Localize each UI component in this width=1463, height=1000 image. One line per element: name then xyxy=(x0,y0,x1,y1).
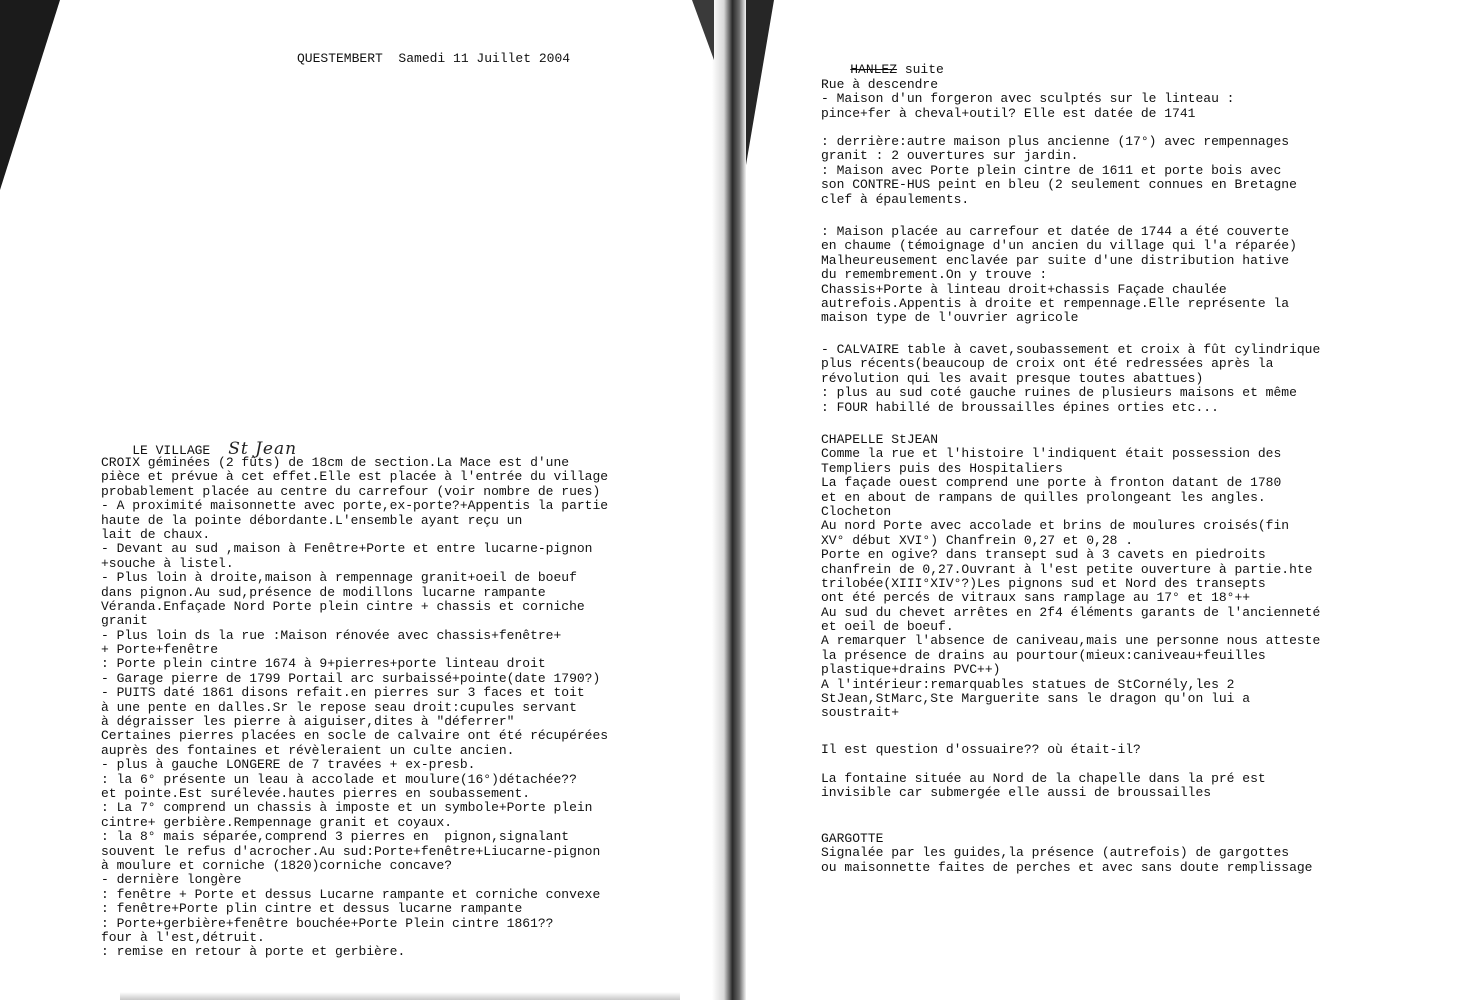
text-line: Clocheton xyxy=(821,503,892,519)
text-line: maison type de l'ouvrier agricole xyxy=(821,310,1079,326)
text-block-rue xyxy=(821,78,1234,121)
text-line: Comme la rue et l'histoire l'indiquent était possession des xyxy=(821,446,1282,462)
text-line: Templiers puis des Hospitaliers xyxy=(821,460,1063,476)
text-line: haute de la pointe débordante.L'ensemble ayant reçu un xyxy=(101,512,523,528)
text-line: granit xyxy=(101,613,148,629)
handwritten-note: St Jean xyxy=(228,439,298,459)
text-line: - dernière longère xyxy=(101,872,242,888)
text-line: et en about de rampans de quilles prolongeant les angles. xyxy=(821,489,1266,505)
text-line: à une pente en dalles.Sr le repose seau droit:cupules servant xyxy=(101,699,577,715)
page-bottom-edge xyxy=(120,992,680,1000)
text-line: dans pignon.Au sud,présence de modillons lucarne rampante xyxy=(101,584,546,600)
text-line: - Devant au sud ,maison à Fenêtre+Porte et entre lucarne-pignon xyxy=(101,541,593,557)
text-line: du remembrement.On y trouve : xyxy=(821,267,1048,283)
text-line: - Plus loin à droite,maison à rempennage granit+oeil de boeuf xyxy=(101,570,577,586)
text-line: chanfrein de 0,27.Ouvrant à l'est petite ouverture à partie.hte xyxy=(821,561,1313,577)
text-line: CHAPELLE StJEAN xyxy=(821,432,939,447)
text-line: plastique+drains PVC++) xyxy=(821,662,1001,678)
text-line: : la 8° mais séparée,comprend 3 pierres en pignon,signalant xyxy=(101,829,570,845)
text-line: : Maison avec Porte plein cintre de 1611 et porte bois avec xyxy=(821,162,1282,178)
text-line: trilobée(XIII°XIV°?)Les pignons sud et Nord des transepts xyxy=(821,575,1266,591)
text-line: : fenêtre+Porte plin cintre et dessus lucarne rampante xyxy=(101,901,523,917)
text-block-fontaine xyxy=(821,772,1266,801)
text-line: à dégraisser les pierre à aiguiser,dites à "déferrer" xyxy=(101,714,515,730)
text-line: probablement placée au centre du carrefour (voir nombre de rues) xyxy=(101,483,601,499)
scan-shadow-top-left xyxy=(0,0,60,190)
text-line: : plus au sud coté gauche ruines de plusieurs maisons et même xyxy=(821,385,1297,401)
text-line: Au sud du chevet arrêtes en 2f4 éléments garants de l'ancienneté xyxy=(821,604,1321,620)
text-line: Signalée par les guides,la présence (autrefois) de gargottes xyxy=(821,845,1290,861)
text-line: A l'intérieur:remarquables statues de StCornély,les 2 xyxy=(821,676,1235,692)
text-line: en chaume (témoignage d'un ancien du village qui l'a réparée) xyxy=(821,238,1297,254)
text-line: CROIX géminées (2 fûts) de 18cm de section.La Mace est d'une xyxy=(101,455,570,470)
text-block-maison-carrefour xyxy=(821,225,1297,326)
text-line: +souche à listel. xyxy=(101,555,234,571)
text-line: GARGOTTE xyxy=(821,831,884,846)
text-line: - Garage pierre de 1799 Portail arc surbaissé+pointe(date 1790?) xyxy=(101,670,601,686)
left-body-text xyxy=(101,456,608,960)
text-line: ou maisonnette faites de perches et avec sans doute remplissage xyxy=(821,859,1313,875)
text-line: révolution qui les avait presque toutes abattues) xyxy=(821,370,1204,386)
text-line: Rue à descendre xyxy=(821,77,939,92)
text-line: autrefois.Appentis à droite et rempennage.Elle représente la xyxy=(821,295,1290,311)
text-line: ont été percés de vitraux sans ramplage au 17° et 18°++ xyxy=(821,590,1251,606)
page-header-date: QUESTEMBERT Samedi 11 Juillet 2004 xyxy=(297,51,571,66)
text-line: : FOUR habillé de broussailles épines orties etc... xyxy=(821,399,1219,415)
text-line: Il est question d'ossuaire?? où était-il? xyxy=(821,742,1141,757)
text-line: plus récents(beaucoup de croix ont été redressées après la xyxy=(821,356,1274,372)
text-block-derriere xyxy=(821,135,1297,207)
text-block-gargotte xyxy=(821,832,1312,875)
scan-shadow-right-page xyxy=(746,0,774,165)
text-block-calvaire xyxy=(821,343,1320,415)
text-line: : Porte+gerbière+fenêtre bouchée+Porte Plein cintre 1861?? xyxy=(101,915,554,931)
text-line: StJean,StMarc,Ste Marguerite sans le dragon qu'on lui a xyxy=(821,691,1251,707)
text-line: Certaines pierres placées en socle de calvaire ont été récupérées xyxy=(101,728,609,744)
text-line: : Maison placée au carrefour et datée de 1744 a été couverte xyxy=(821,224,1290,239)
text-line: : remise en retour à porte et gerbière. xyxy=(101,944,406,960)
text-block-chapelle xyxy=(821,433,1320,721)
text-line: - Maison d'un forgeron avec sculptés sur le linteau : xyxy=(821,91,1235,107)
text-line: auprès des fontaines et révèleraient un culte ancien. xyxy=(101,742,515,758)
text-block-ossuaire xyxy=(821,743,1141,757)
text-line: cintre+ gerbière.Rempennage granit et coyaux. xyxy=(101,814,453,830)
text-line: Chassis+Porte à linteau droit+chassis Façade chaulée xyxy=(821,281,1227,297)
text-line: A remarquer l'absence de caniveau,mais une personne nous atteste xyxy=(821,633,1321,649)
text-line: pièce et prévue à cet effet.Elle est placée à l'entrée du village xyxy=(101,469,609,485)
text-line: La fontaine située au Nord de la chapelle dans la pré est xyxy=(821,771,1266,786)
text-line: invisible car submergée elle aussi de broussailles xyxy=(821,785,1212,801)
text-line: - plus à gauche LONGERE de 7 travées + ex-presb. xyxy=(101,757,476,773)
text-line: - CALVAIRE table à cavet,soubassement et croix à fût cylindrique xyxy=(821,342,1321,357)
text-line: soustrait+ xyxy=(821,705,900,721)
text-line: et pointe.Est surélevée.hautes pierres en soubassement. xyxy=(101,785,531,801)
text-line: four à l'est,détruit. xyxy=(101,929,265,945)
text-line: - Plus loin ds la rue :Maison rénovée avec chassis+fenêtre+ xyxy=(101,627,562,643)
text-line: : la 6° présente un leau à accolade et moulure(16°)détachée?? xyxy=(101,771,577,787)
text-line: pince+fer à cheval+outil? Elle est datée de 1741 xyxy=(821,105,1196,121)
text-line: la présence de drains au pourtour(mieux:caniveau+feuilles xyxy=(821,647,1266,663)
text-line: XV° début XVI°) Chanfrein 0,27 et 0,28 . xyxy=(821,532,1134,548)
text-line: : derrière:autre maison plus ancienne (17°) avec rempennages xyxy=(821,134,1290,149)
text-line: clef à épaulements. xyxy=(821,191,970,207)
text-line: Porte en ogive? dans transept sud à 3 cavets en piedroits xyxy=(821,547,1266,563)
text-line: à moulure et corniche (1820)corniche concave? xyxy=(101,857,453,873)
text-line: Malheureusement enclavée par suite d'une distribution hative xyxy=(821,252,1290,268)
text-line: son CONTRE-HUS peint en bleu (2 seulement connues en Bretagne xyxy=(821,177,1297,193)
text-line: Au nord Porte avec accolade et brins de moulures croisés(fin xyxy=(821,518,1290,534)
book-gutter xyxy=(712,0,746,1000)
text-line: - PUITS daté 1861 disons refait.en pierres sur 3 faces et toit xyxy=(101,685,585,701)
text-line: Véranda.Enfaçade Nord Porte plein cintre + chassis et corniche xyxy=(101,598,585,614)
scan-shadow-top-right xyxy=(692,0,714,60)
text-line: souvent le refus d'acrocher.Au sud:Porte+fenêtre+Liucarne-pignon xyxy=(101,843,601,859)
text-line: et oeil de boeuf. xyxy=(821,619,954,635)
header-suffix: suite xyxy=(897,62,944,77)
text-line: : La 7° comprend un chassis à imposte et un symbole+Porte plein xyxy=(101,800,593,816)
text-line: - A proximité maisonnette avec porte,ex-porte?+Appentis la partie xyxy=(101,498,609,514)
text-line: granit : 2 ouvertures sur jardin. xyxy=(821,148,1079,164)
section-title-text: LE VILLAGE xyxy=(132,443,211,458)
text-line: : fenêtre + Porte et dessus Lucarne rampante et corniche convexe xyxy=(101,886,601,902)
text-line: lait de chaux. xyxy=(101,526,211,542)
text-line: La façade ouest comprend une porte à fronton datant de 1780 xyxy=(821,475,1282,491)
text-line: + Porte+fenêtre xyxy=(101,642,219,658)
text-line: : Porte plein cintre 1674 à 9+pierres+porte linteau droit xyxy=(101,656,546,672)
struck-header-word: HANLEZ xyxy=(850,62,898,77)
